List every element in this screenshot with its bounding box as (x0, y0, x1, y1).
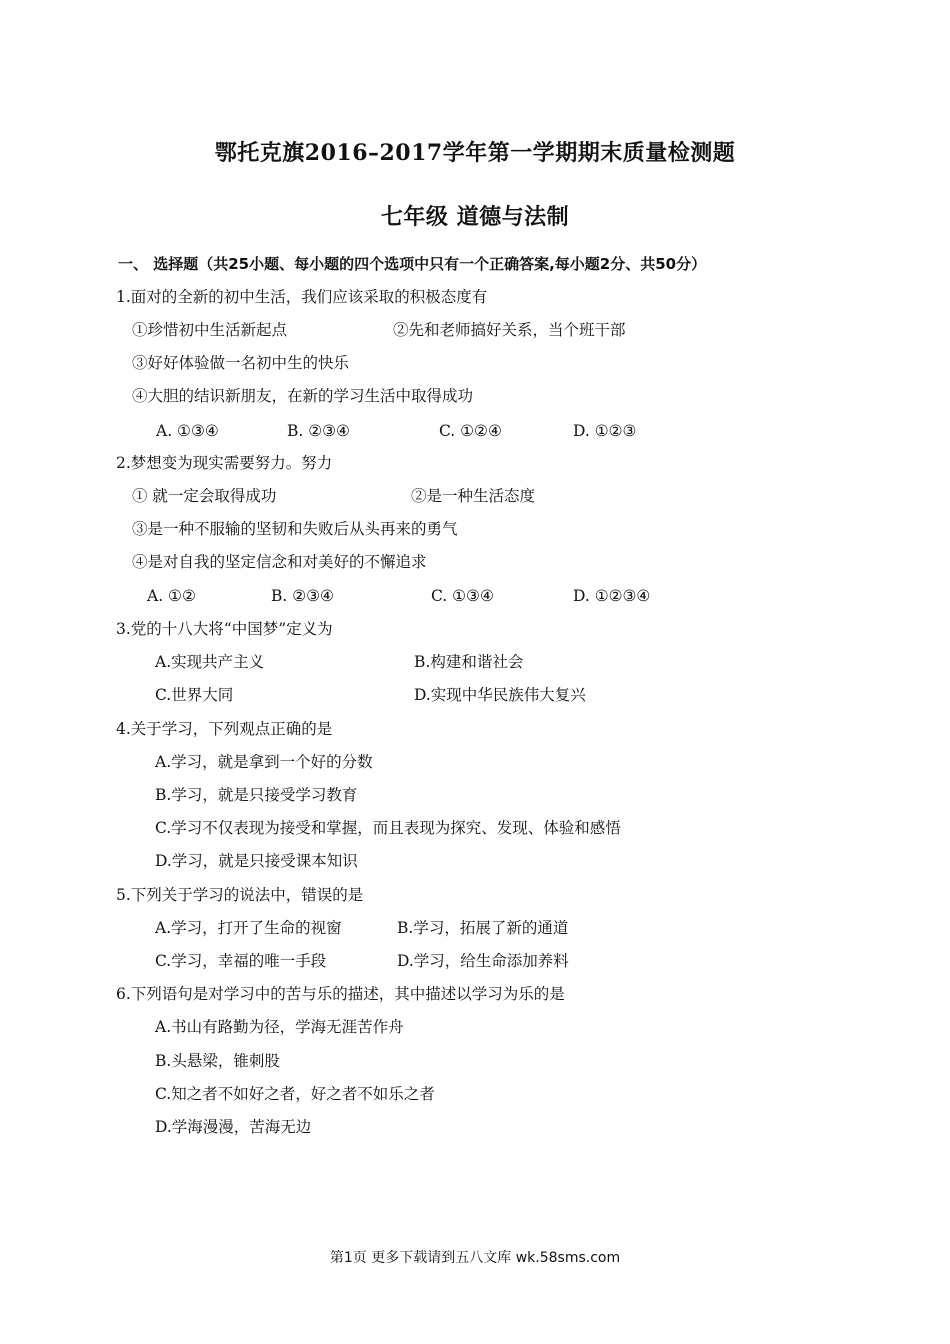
question-1-statement-2: ②先和老师搞好关系，当个班干部 (393, 321, 626, 339)
question-1-option-d: D. ①②③ (573, 422, 637, 440)
question-1-option-a: A. ①③④ (156, 422, 219, 440)
document-subtitle: 七年级 道德与法制 (380, 204, 570, 230)
question-2-statement-4: ④是对自我的坚定信念和对美好的不懈追求 (132, 553, 427, 571)
question-1-statement-4: ④大胆的结识新朋友，在新的学习生活中取得成功 (132, 387, 474, 405)
question-2-statement-3: ③是一种不服输的坚韧和失败后从头再来的勇气 (132, 520, 458, 538)
question-5-option-a: A.学习，打开了生命的视窗 (155, 919, 342, 937)
question-1-statement-3: ③好好体验做一名初中生的快乐 (132, 354, 350, 372)
question-3-option-b: B.构建和谐社会 (414, 653, 524, 671)
question-6-option-c: C.知之者不如好之者，好之者不如乐之者 (155, 1085, 435, 1103)
question-4-option-b: B.学习，就是只接受学习教育 (155, 786, 358, 804)
question-5-option-d: D.学习，给生命添加养料 (397, 952, 569, 970)
question-6-stem: 6.下列语句是对学习中的苦与乐的描述，其中描述以学习为乐的是 (116, 985, 565, 1003)
question-5-option-c: C.学习，幸福的唯一手段 (155, 952, 327, 970)
question-5-stem: 5.下列关于学习的说法中，错误的是 (116, 886, 364, 904)
question-6-option-b: B.头悬梁，锥刺股 (155, 1052, 280, 1070)
question-3-option-c: C.世界大同 (155, 686, 234, 704)
question-1-option-c: C. ①②④ (439, 422, 502, 440)
question-2-statement-1: ① 就一定会取得成功 (132, 487, 277, 505)
question-4-option-c: C.学习不仅表现为接受和掌握，而且表现为探究、发现、体验和感悟 (155, 819, 621, 837)
question-2-option-b: B. ②③④ (271, 587, 334, 605)
question-3-option-a: A.实现共产主义 (155, 653, 265, 671)
document-title: 鄂托克旗2016–2017学年第一学期期末质量检测题 (214, 140, 736, 166)
question-4-option-d: D.学习，就是只接受课本知识 (155, 852, 358, 870)
question-6-option-d: D.学海漫漫，苦海无边 (155, 1118, 312, 1136)
question-2-option-a: A. ①② (147, 587, 196, 605)
question-5-option-b: B.学习，拓展了新的通道 (397, 919, 569, 937)
question-6-option-a: A.书山有路勤为径，学海无涯苦作舟 (155, 1018, 404, 1036)
question-3-option-d: D.实现中华民族伟大复兴 (414, 686, 586, 704)
question-1-stem: 1.面对的全新的初中生活，我们应该采取的积极态度有 (116, 288, 488, 306)
question-3-stem: 3.党的十八大将“中国梦”定义为 (116, 620, 333, 638)
question-2-option-d: D. ①②③④ (573, 587, 651, 605)
question-2-statement-2: ②是一种生活态度 (411, 487, 536, 505)
question-4-option-a: A.学习，就是拿到一个好的分数 (155, 753, 373, 771)
question-1-statement-1: ①珍惜初中生活新起点 (132, 321, 288, 339)
section-heading: 一、 选择题（共25小题、每小题的四个选项中只有一个正确答案,每小题2分、共50分） (118, 255, 707, 273)
page-footer: 第1页 更多下载请到五八文库 wk.58sms.com (329, 1250, 621, 1266)
question-2-stem: 2.梦想变为现实需要努力。努力 (116, 454, 333, 472)
question-2-option-c: C. ①③④ (431, 587, 494, 605)
question-4-stem: 4.关于学习，下列观点正确的是 (116, 720, 333, 738)
question-1-option-b: B. ②③④ (287, 422, 350, 440)
